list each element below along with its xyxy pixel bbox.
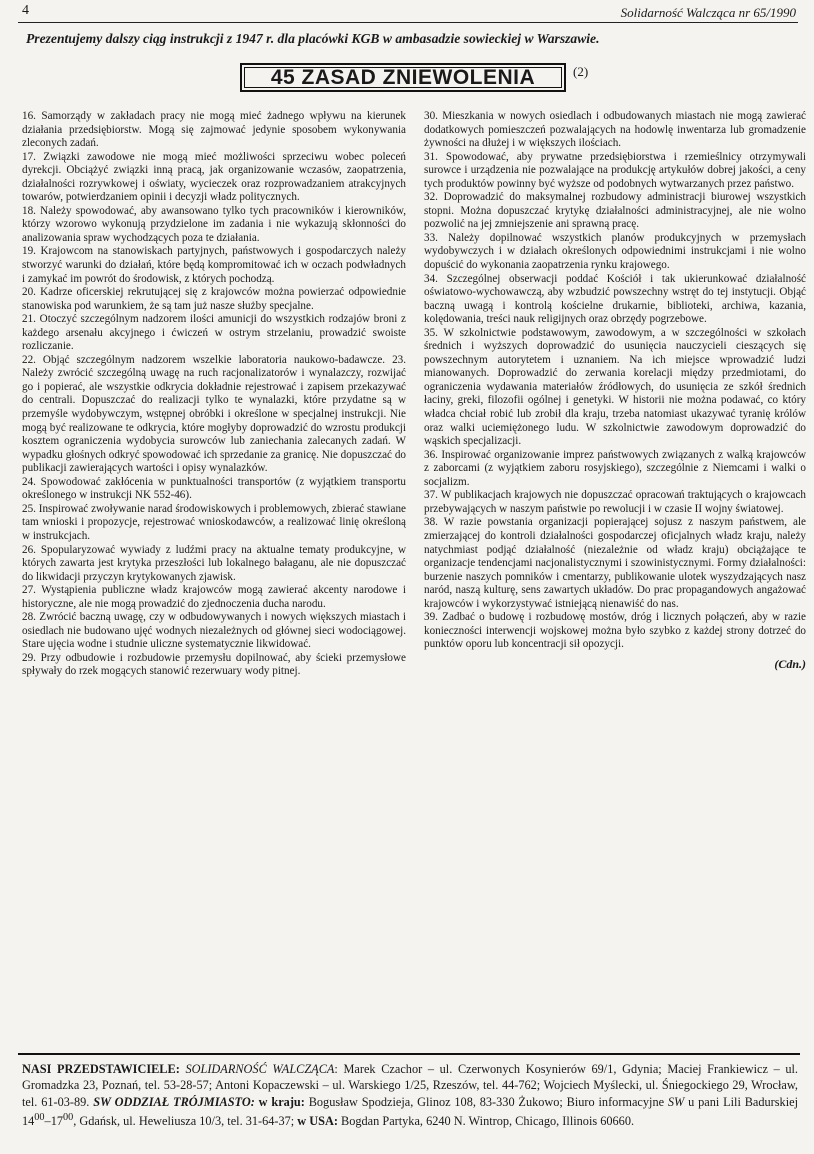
rule-34: 34. Szczególnej obserwacji poddać Kościół i tak ukierunkować działalność oświatowo-wychowawczą, aby wzbudzić powszechny wstręt do tej instytucji. Objąć baczną uwagą i kontrolą kościelne drukarnie, biblioteki, archiwa, kazania, kolędowania, treści nauk religijnych oraz obrzędy pogrzebowe.	[424, 272, 806, 326]
rule-24: 24. Spowodować zakłócenia w punktualności transportów (z wyjątkiem transportu określonego w instrukcji NK 552-46).	[22, 475, 406, 502]
footer-branch: SW ODDZIAŁ TRÓJMIASTO:	[93, 1094, 255, 1109]
rule-33: 33. Należy dopilnować wszystkich planów produkcyjnych w przemysłach wydobywczych i w działach określonych odpowiednimi instrukcjami i nie wolno dopuścić do wykonania zaopatrzenia rynku krajowego.	[424, 231, 806, 272]
rule-20: 20. Kadrze oficerskiej rekrutującej się z krajowców można powierzać odpowiednie stanowiska pod warunkiem, że są tam już nasze służby specjalne.	[22, 286, 406, 312]
rule-17: 17. Związki zawodowe nie mogą mieć możliwości sprzeciwu wobec poleceń dyrekcji. Obciążyć związki inną pracą, jak organizowanie wczasów, zaopatrzenia, działalności rozrywkowej i oświaty, wycieczek oraz rozprowadzaniem atrakcyjnych towarów, potwierdzaniem opinii i decyzji władz politycznych.	[22, 150, 406, 204]
rule-35: 35. W szkolnictwie podstawowym, zawodowym, a w szczególności w szkołach średnich i wyższych doprowadzić do usunięcia nauczycieli cieszących się powszechnym autorytetem i uznaniem. Na ich miejsce wprowadzić ludzi mianowanych. Doprowadzić do zerwania korelacji między przedmiotami, do ograniczenia wydawania materiałów źródłowych, do usunięcia ze szkół średnich łaciny, greki, filozofii ogólnej i genetyki. W historii nie można podawać, co który władca chciał robić lub zrobił dla kraju, trzeba natomiast ukazywać tyranię królów oraz walki uciemiężonego ludu. W szkolnictwie zawodowym doprowadzić do wąskich specjalizacji.	[424, 326, 806, 448]
footer-hour-to: 00	[63, 1111, 74, 1123]
footer-in-country: w kraju:	[254, 1094, 305, 1109]
rule-31: 31. Spowodować, aby prywatne przedsiębiorstwa i rzemieślnicy otrzymywali surowce i urządzenia nie pozwalające na produkcję artykułów dobrej jakości, a ceny tych produktów powinny być wyższe od podobnych wytwarzanych przez państwo.	[424, 150, 806, 190]
page-number: 4	[22, 3, 29, 18]
rule-29: 29. Przy odbudowie i rozbudowie przemysłu dopilnować, aby ścieki przemysłowe spływały do rzek mogących stanowić rezerwuary wody pitnej.	[22, 651, 406, 678]
rule-38: 38. W razie powstania organizacji popierającej sojusz z naszym państwem, ale zmierzającej do kontroli działalności gospodarczej oficjalnych władz kraju, należy natychmiast podjąć działalność (niezależnie od władz kraju) obciążające te organizacje tendencjami nacjonalistycznymi i szowinistycznymi. Formy działalności: burzenie naszych pomników i cmentarzy, publikowanie ulotek wyszydzających nasz naród, naszą kulturę, sens zawartych układów. Do prac propagandowych angażować krajowców i wykorzystywać istniejącą nienawiść do nas.	[424, 516, 806, 610]
rule-25: 25. Inspirować zwoływanie narad środowiskowych i problemowych, zbierać stawiane tam wnioski i propozycje, rejestrować wnioskodawców, a realizować linię określoną w instrukcjach.	[22, 502, 406, 542]
footer-sw-abbr: SW	[667, 1094, 685, 1109]
footer-rule	[18, 1053, 800, 1055]
rule-22-23: 22. Objąć szczególnym nadzorem wszelkie laboratoria naukowo-badawcze. 23. Należy zwrócić szczególną uwagę na ruch racjonalizatorów i wynalazczy, rozwijać go i popierać, ale wszystkie odkrycia dokładnie rejestrować i zapisem przekazywać do centrali. Dopuszczać do realizacji tylko te wynalazki, które przydatne są w przemyśle wydobywczym, wstępnej obróbki i określone w specjalnej instrukcji. Nie mogą być realizowane te odkrycia, które mogłyby doprowadzić do wzrostu produkcji kosztem ograniczenia wydobycia surowców lub zaniechania zalecanych zadań. W wypadku głośnych odkryć spowodować ich sprzedanie za granicę. Nie dopuszczać do publikacji zawierających wartości i opisy wynalazków.	[22, 353, 406, 475]
rule-18: 18. Należy spowodować, aby awansowano tylko tych pracowników i kierowników, którzy wzorowo wykonują przydzielone im zadania i nie wykazują skłonności do analizowania spraw wychodzących poza te działania.	[22, 204, 406, 244]
title-part-note: (2)	[573, 64, 589, 79]
footer-in-usa: w USA:	[297, 1113, 338, 1128]
footer-text-1: : Marek Czachor – ul. Czerwonych Kosynierów 69/1, Gdynia; Maciej Frankiewicz – ul. Gromadzka 23, Poznań, tel. 53-28-57; Antoni Kopaczewski – ul. Warskiego 1/25, Rzeszów, tel. 44-762; Wojciech Myślecki, ul. Śniegockiego 29, Wrocław, tel. 61-03-89.	[22, 1062, 799, 1109]
footer-paper-name: SOLIDARNOŚĆ WALCZĄCA	[185, 1062, 335, 1076]
footer-text-2b: u pani Lili Badurskiej 14	[22, 1094, 798, 1128]
article-title: 45 ZASAD ZNIEWOLENIA	[240, 63, 566, 92]
rule-37: 37. W publikacjach krajowych nie dopuszczać opracowań traktujących o krajowcach przebywających w naszym państwie po rewolucji i w czasie II wojny światowej.	[424, 489, 806, 515]
rule-21: 21. Otoczyć szczególnym nadzorem ilości amunicji do wszystkich rodzajów broni z każdego arsenału akcyjnego i ćwiczeń w ostrym strzelaniu, prowadzić swoiste rozliczanie.	[22, 313, 406, 353]
rule-28: 28. Zwrócić baczną uwagę, czy w odbudowywanych i nowych większych miastach i osiedlach nie budowano ujęć wodnych niezależnych od głównej sieci wodociągowej. Stare ujęcia wodne i studnie uliczne systematycznie likwidować.	[22, 611, 406, 651]
right-column	[424, 110, 806, 671]
rule-32: 32. Doprowadzić do maksymalnej rozbudowy administracji biurowej wszystkich stopni. Można dopuszczać krytykę działalności administracyjnej, ale nie wolno pozwolić na jej zmniejszenie ani sprawną pracę.	[424, 191, 806, 231]
rule-27: 27. Wystąpienia publiczne władz krajowców mogą zawierać akcenty narodowe i historyczne, ale nie mogą prowadzić do zjednoczenia ducha narodu.	[22, 584, 406, 610]
header-rule	[18, 22, 798, 23]
rule-36: 36. Inspirować organizowanie imprez państwowych związanych z walką krajowców z zaborcami (z wyjątkiem zaboru rosyjskiego), szczególnie z Niemcami i walki o socjalizm.	[424, 448, 806, 488]
rule-26: 26. Spopularyzować wywiady z ludźmi pracy na aktualne tematy produkcyjne, w których zawarta jest krytyka przeszłości lub lokalnego bałaganu, ale nie dopuszczać do likwidacji przyczyn krytykowanych zjawisk.	[22, 543, 406, 583]
footer-text-3: Bogdan Partyka, 6240 N. Wintrop, Chicago, Illinois 60660.	[337, 1113, 635, 1128]
footer-hour-dash: –17	[44, 1113, 63, 1128]
intro-line: Prezentujemy dalszy ciąg instrukcji z 1947 r. dla placówki KGB w ambasadzie sowieckiej w Warszawie.	[26, 31, 600, 46]
rule-39: 39. Zadbać o budowę i rozbudowę mostów, dróg i licznych połączeń, aby w razie konieczności interwencji wojskowej można było szybko z każdej strony dotrzeć do punktów oporu lub koncentracji sił opozycji.	[424, 611, 806, 651]
footer-label: NASI PRZEDSTAWICIELE:	[22, 1062, 180, 1076]
footer-text-2a: Bogusław Spodzieja, Glinoz 108, 83-330 Żukowo; Biuro informacyjne	[304, 1094, 668, 1109]
rule-16: 16. Samorządy w zakładach pracy nie mogą mieć żadnego wpływu na kierunek działania przedsiębiorstw. Mogą się zajmować jedynie sposobem wykonywania zleconych zadań.	[22, 110, 406, 150]
representatives-footer	[22, 1061, 798, 1129]
footer-hour-from: 00	[34, 1111, 45, 1123]
footer-text-2c: , Gdańsk, ul. Heweliusza 10/3, tel. 31-64-37;	[73, 1113, 298, 1128]
left-column	[22, 110, 406, 679]
running-header: Solidarność Walcząca nr 65/1990	[620, 5, 796, 20]
rule-19: 19. Krajowcom na stanowiskach partyjnych, państwowych i gospodarczych należy stworzyć warunki do działań, które będą kompromitować ich w oczach podwładnych i zamykać im powrót do środowisk, z których pochodzą.	[22, 245, 406, 285]
rule-30: 30. Mieszkania w nowych osiedlach i odbudowanych miastach nie mogą zawierać dodatkowych pomieszczeń pozwalających na hodowlę inwentarza lub gromadzenie żywności na dłużej i w większych ilościach.	[424, 110, 806, 150]
continued-note: (Cdn.)	[774, 656, 806, 671]
